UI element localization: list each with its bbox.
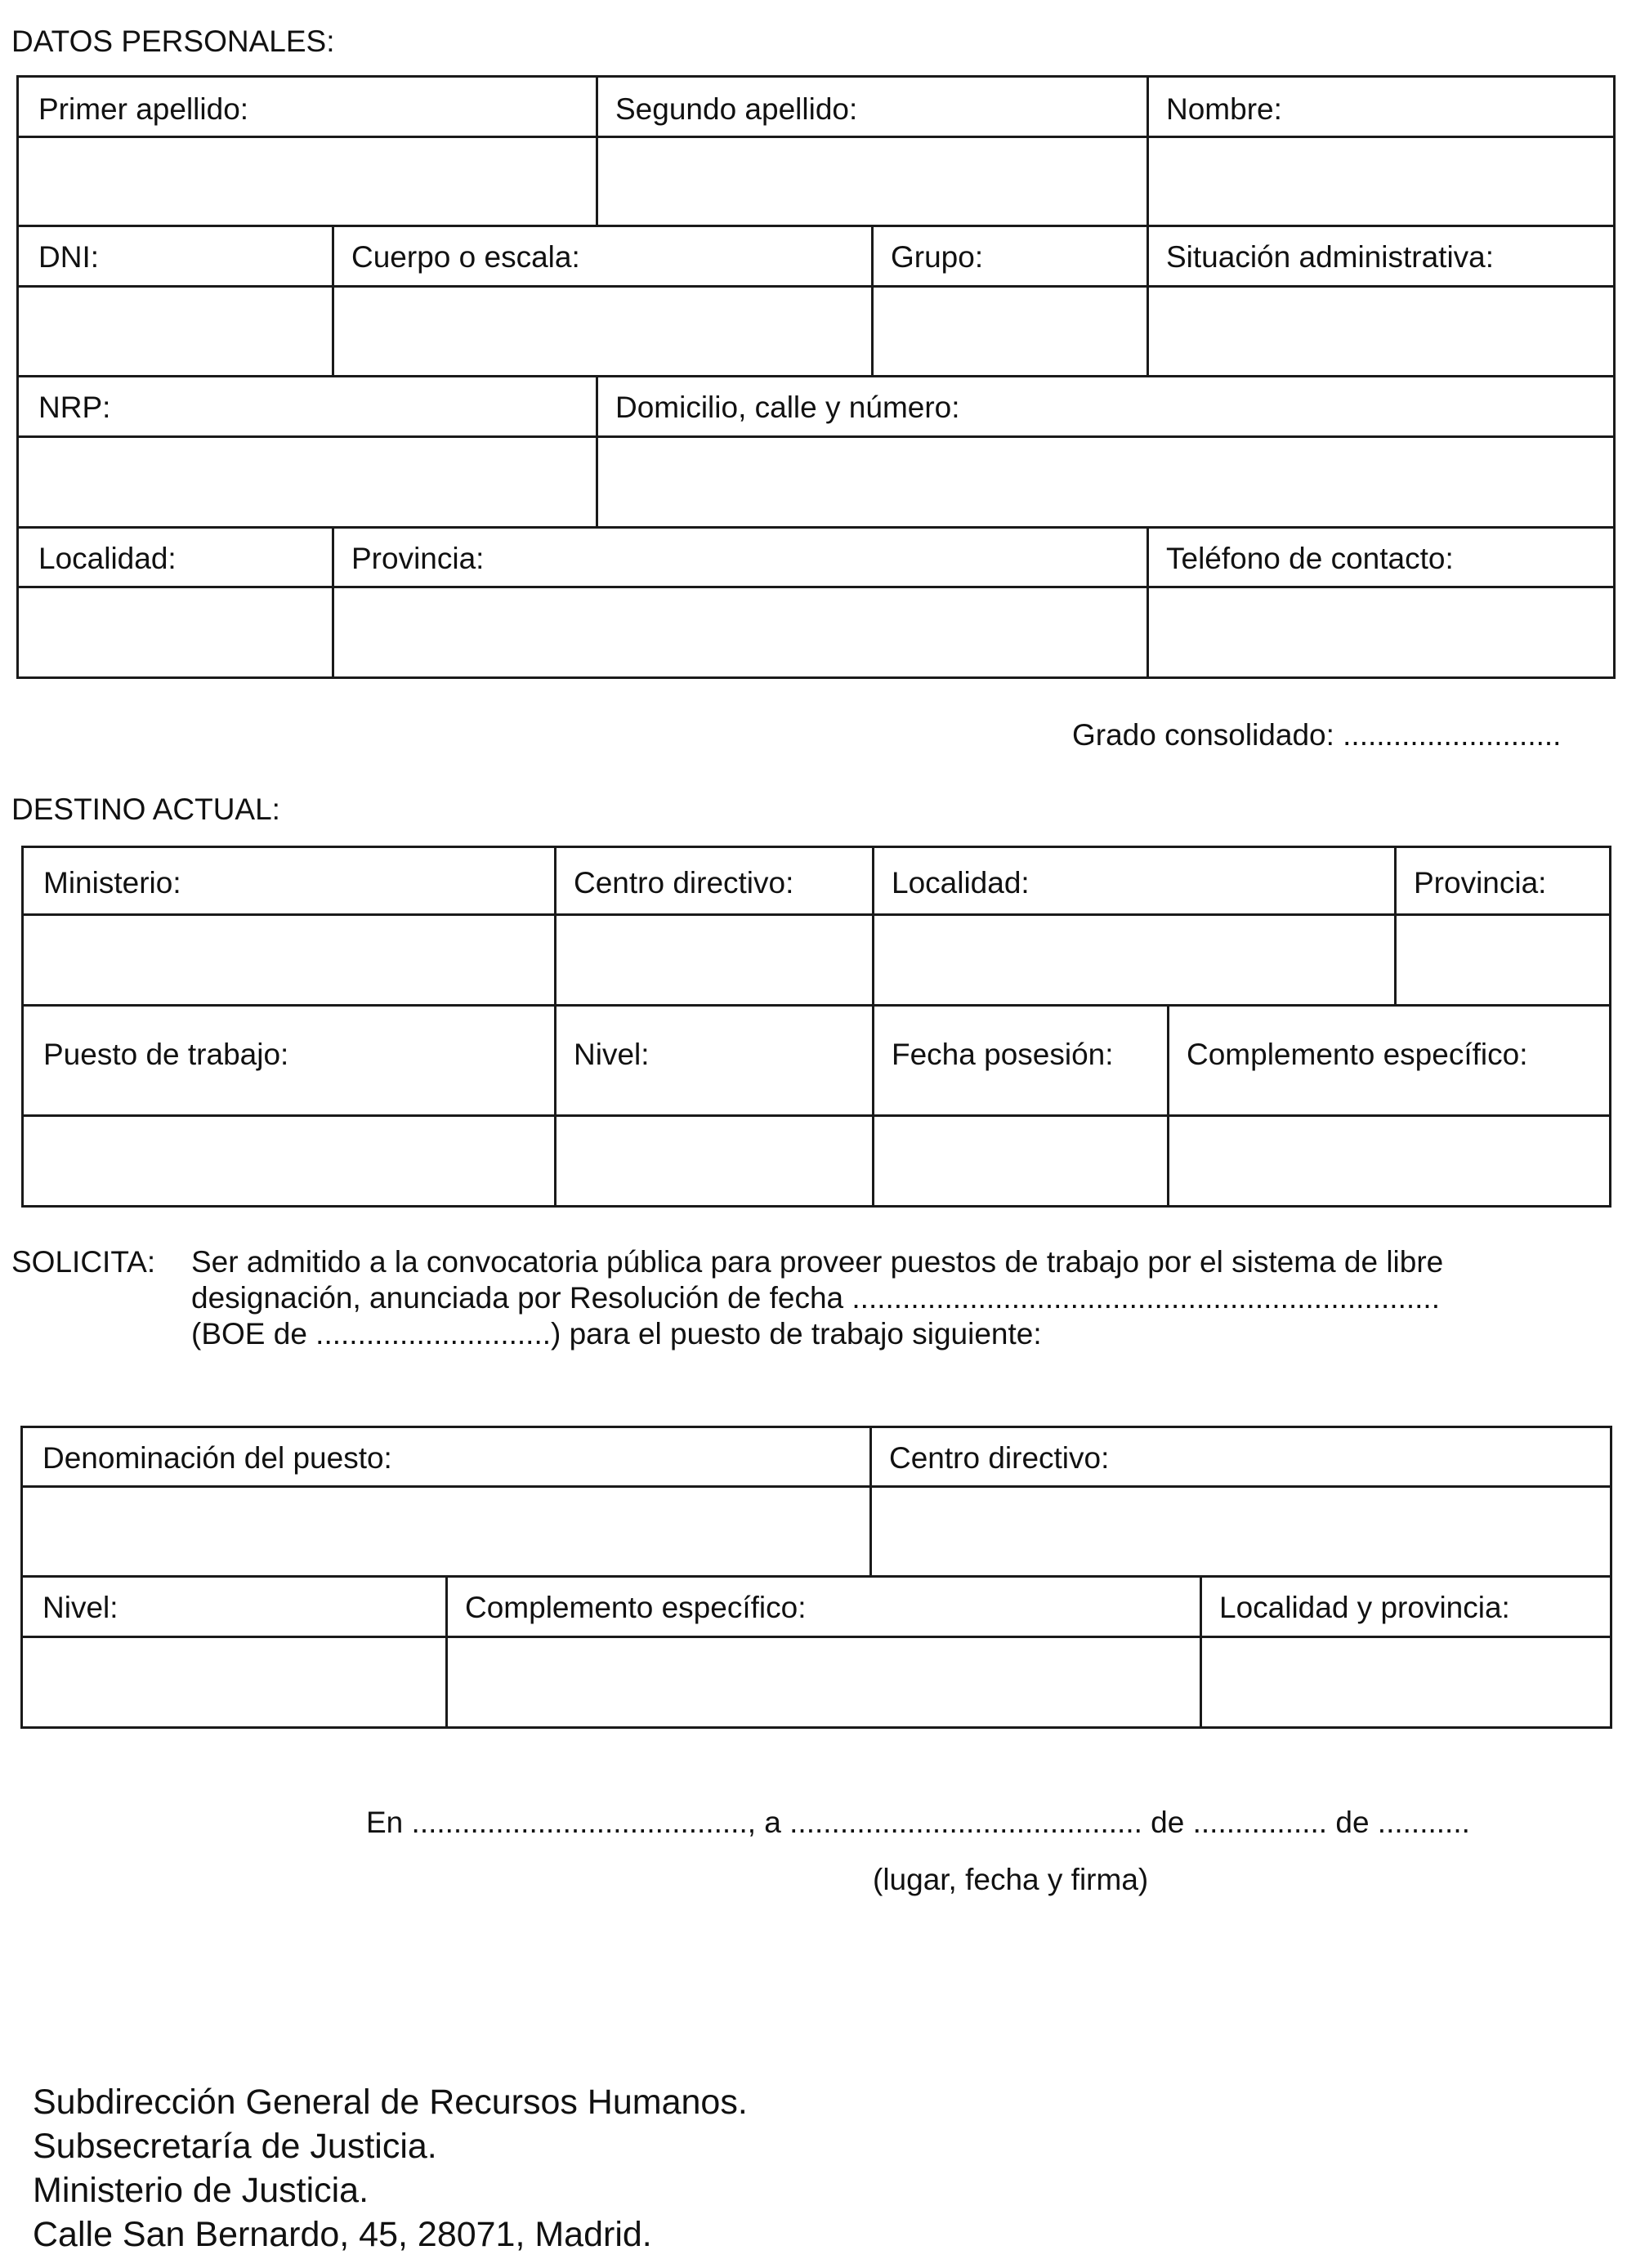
field-complemento-especifico[interactable] bbox=[448, 1638, 1200, 1726]
label-telefono: Teléfono de contacto: bbox=[1166, 542, 1454, 575]
label-cuerpo-escala: Cuerpo o escala: bbox=[351, 240, 580, 274]
label-localidad: Localidad: bbox=[892, 866, 1030, 900]
row-divider bbox=[19, 526, 1613, 529]
field-nrp[interactable] bbox=[19, 438, 596, 526]
firma-caption: (lugar, fecha y firma) bbox=[873, 1863, 1149, 1896]
label-dni: DNI: bbox=[38, 240, 99, 274]
solicita-line-2: designación, anunciada por Resolución de fecha ...................................................................... bbox=[191, 1281, 1440, 1315]
label-situacion-administrativa: Situación administrativa: bbox=[1166, 240, 1495, 274]
label-grupo: Grupo: bbox=[891, 240, 984, 274]
field-situacion-administrativa[interactable] bbox=[1149, 288, 1613, 375]
address-line-3: Ministerio de Justicia. bbox=[33, 2171, 369, 2210]
datos-personales-table bbox=[16, 75, 1616, 679]
row-divider bbox=[19, 375, 1613, 377]
row-divider bbox=[19, 225, 1613, 227]
address-line-2: Subsecretaría de Justicia. bbox=[33, 2127, 437, 2166]
address-line-1: Subdirección General de Recursos Humanos. bbox=[33, 2083, 748, 2122]
field-denominacion-puesto[interactable] bbox=[23, 1488, 869, 1575]
field-telefono[interactable] bbox=[1149, 588, 1613, 676]
field-provincia[interactable] bbox=[334, 588, 1146, 676]
label-nivel: Nivel: bbox=[574, 1038, 650, 1071]
field-ministerio[interactable] bbox=[24, 916, 554, 1004]
field-provincia[interactable] bbox=[1397, 916, 1609, 1004]
section-title-destino-actual: DESTINO ACTUAL: bbox=[11, 792, 280, 826]
field-localidad-provincia[interactable] bbox=[1202, 1638, 1610, 1726]
destino-actual-table bbox=[21, 846, 1611, 1208]
grado-consolidado: Grado consolidado: .......................... bbox=[1072, 718, 1562, 752]
field-grupo[interactable] bbox=[874, 288, 1146, 375]
solicita-line-1: Ser admitido a la convocatoria pública para proveer puestos de trabajo por el sistema de libre bbox=[191, 1245, 1444, 1279]
field-segundo-apellido[interactable] bbox=[598, 138, 1146, 225]
field-localidad[interactable] bbox=[19, 588, 332, 676]
solicita-label: SOLICITA: bbox=[11, 1245, 156, 1279]
label-complemento-especifico: Complemento específico: bbox=[465, 1591, 807, 1624]
label-segundo-apellido: Segundo apellido: bbox=[615, 92, 858, 126]
field-nivel[interactable] bbox=[23, 1638, 445, 1726]
label-nombre: Nombre: bbox=[1166, 92, 1282, 126]
label-nrp: NRP: bbox=[38, 391, 111, 424]
field-nivel[interactable] bbox=[556, 1117, 872, 1205]
label-domicilio: Domicilio, calle y número: bbox=[615, 391, 960, 424]
field-cuerpo-escala[interactable] bbox=[334, 288, 871, 375]
label-denominacion-puesto: Denominación del puesto: bbox=[42, 1441, 392, 1475]
address-line-4: Calle San Bernardo, 45, 28071, Madrid. bbox=[33, 2215, 652, 2254]
field-localidad[interactable] bbox=[874, 916, 1394, 1004]
solicita-line-3: (BOE de ............................) para el puesto de trabajo siguiente: bbox=[191, 1317, 1042, 1351]
label-puesto-trabajo: Puesto de trabajo: bbox=[43, 1038, 289, 1071]
label-complemento-especifico: Complemento específico: bbox=[1187, 1038, 1528, 1071]
label-centro-directivo: Centro directivo: bbox=[574, 866, 794, 900]
label-ministerio: Ministerio: bbox=[43, 866, 181, 900]
field-puesto-trabajo[interactable] bbox=[24, 1117, 554, 1205]
field-dni[interactable] bbox=[19, 288, 332, 375]
row-divider bbox=[23, 1575, 1610, 1578]
label-localidad-provincia: Localidad y provincia: bbox=[1219, 1591, 1510, 1624]
label-provincia: Provincia: bbox=[351, 542, 485, 575]
field-fecha-posesion[interactable] bbox=[874, 1117, 1167, 1205]
firma-lugar-fecha-line: En ........................................, a .......................................... de ................ de ........... bbox=[366, 1806, 1470, 1839]
label-localidad: Localidad: bbox=[38, 542, 177, 575]
field-primer-apellido[interactable] bbox=[19, 138, 596, 225]
row-divider bbox=[24, 1004, 1609, 1007]
puesto-solicitado-table bbox=[20, 1426, 1612, 1729]
label-centro-directivo: Centro directivo: bbox=[889, 1441, 1110, 1475]
field-centro-directivo[interactable] bbox=[556, 916, 872, 1004]
field-centro-directivo[interactable] bbox=[872, 1488, 1610, 1575]
field-complemento-especifico[interactable] bbox=[1169, 1117, 1609, 1205]
label-primer-apellido: Primer apellido: bbox=[38, 92, 249, 126]
label-nivel: Nivel: bbox=[42, 1591, 118, 1624]
section-title-datos-personales: DATOS PERSONALES: bbox=[11, 25, 335, 58]
label-provincia: Provincia: bbox=[1414, 866, 1547, 900]
field-nombre[interactable] bbox=[1149, 138, 1613, 225]
field-domicilio[interactable] bbox=[598, 438, 1613, 526]
label-fecha-posesion: Fecha posesión: bbox=[892, 1038, 1114, 1071]
